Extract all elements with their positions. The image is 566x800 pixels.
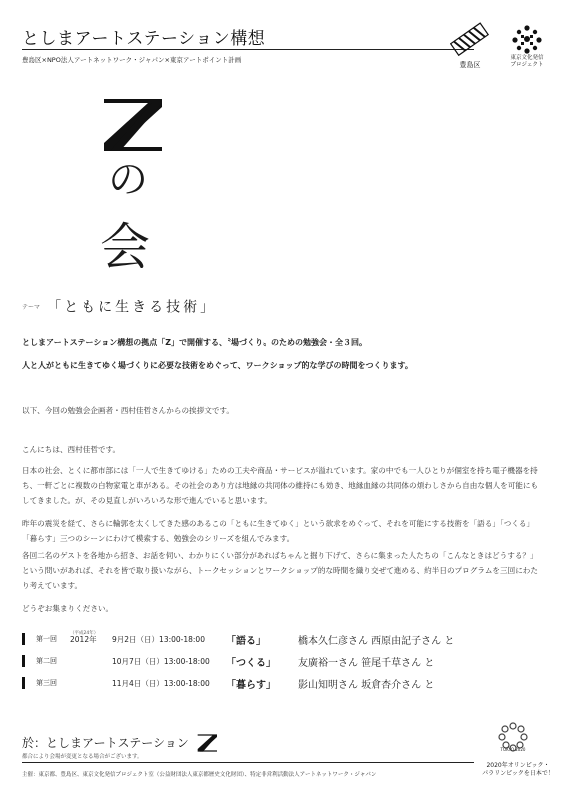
theme-tag: テーマ [22,304,41,311]
schedule-number: 第三回 [36,679,57,687]
intro-line-2: 人と人がともに生きてゆく場づくりに必要な技術をめぐって、ワークショップ的な学びの時間をつくります。 [22,361,413,370]
emblem-label: TOKYO 2020 [500,747,526,752]
schedule-guests: 友廣裕一さん 笹尾千草さん と [298,658,435,669]
z-small-logo-icon [196,733,220,753]
header-title: としまアートステーション構想 [22,29,266,49]
tokyo-label-line2: プロジェクト [510,61,544,68]
schedule-row [22,676,542,690]
venue [22,732,220,753]
tokyo-label-line1: 東京文化発信 [510,55,544,61]
body-paragraph-3: 各回二名のゲストを各地から招き、お話を伺い、わかりにくい部分があればちゃんと掘り下げて、さらに集まった人たちの「こんなときはどうする？」という問いがあれば、それを皆で取り扱いながら、トークセッションとワークショップ的な時間を織り交ぜて進める、約半日のプログラムを三回にわたり考えています。 [22,551,538,590]
closing: どうぞお集まりください。 [22,604,114,613]
schedule-title: 「つくる」 [226,658,276,669]
toshima-logo-icon [450,22,490,58]
z-logo-icon [100,95,170,155]
schedule-date: 10月7日（日）13:00-18:00 [112,657,210,666]
schedule-title: 「暮らす」 [226,680,276,691]
year-note: （平成24年） [70,631,99,636]
schedule-bar [22,677,25,689]
schedule-year: 2012年 [70,635,97,644]
venue-note: 都合により会場が変更となる場合がございます。 [22,754,143,760]
theme-line [22,296,217,317]
schedule-guests: 橋本久仁彦さん 西原由記子さん と [298,636,455,647]
body-paragraph-1: 日本の社会、とくに都市部には「一人で生きてゆける」ための工夫や商品・サービスが溢れています。家の中でも一人ひとりが個室を持ち電子機器を持ち、一軒ごとに複数の白物家電と車がある。その社会のあり方は地縁の共同体の維持にも効き、地縁血縁の共同体の煩わしさから自由な個人を可能にもしてきました。が、その見直しがいろいろな形で進んでいると思います。 [22,466,539,505]
schedule-number: 第一回 [36,635,57,643]
header-divider [22,49,474,50]
olympic-text-line1: 2020年オリンピック・ [486,762,550,769]
venue-label: 於：としまアートステーション [22,736,189,750]
schedule-date: 9月2日（日）13:00-18:00 [112,635,205,644]
schedule-bar [22,633,25,645]
schedule-number: 第二回 [36,657,57,665]
footer-divider [22,762,474,763]
tokyo-culture-logo-icon [504,22,550,56]
greeting: こんにちは、西村佳哲です。 [22,445,121,454]
tokyo-culture-logo-label [500,55,554,68]
title-no: の [108,157,148,203]
schedule-row [22,632,542,646]
title-kai: 会 [100,218,150,276]
header-subtitle: 豊島区×NPO法人アートネットワーク・ジャパン×東京アートポイント計画 [22,56,242,64]
olympic-text [478,762,558,778]
olympic-text-line2: パラリンピックを日本で！ [482,769,554,777]
preface: 以下、今回の勉強会企画者・西村佳哲さんからの挨拶文です。 [22,406,235,415]
schedule-row [22,654,542,668]
footer-credits: 主催：東京都、豊島区、東京文化発信プロジェクト室（公益財団法人東京都歴史文化財団）、特定非営利活動法人アートネットワーク・ジャパン [22,772,377,778]
theme-text: 「ともに生きる技術」 [47,299,218,316]
schedule-date: 11月4日（日）13:00-18:00 [112,679,210,688]
body-paragraph-2: 昨年の震災を経て、さらに輪郭を太くしてきた感のあるこの「ともに生きてゆく」という欲求をめぐって、それを可能にする技術を「語る」「つくる」「暮らす」三つのシーンにわけて模索する、勉強会のシリーズを組んでみます。 [22,519,535,543]
schedule-title: 「語る」 [226,636,266,647]
intro-line-1: としまアートステーション構想の拠点「Z」で開催する、〝場づくり〟のための勉強会・全３回。 [22,338,367,347]
schedule-guests: 影山知明さん 坂倉杏介さん と [298,680,435,691]
toshima-logo-label: 豊島区 [459,61,481,69]
schedule-bar [22,655,25,667]
